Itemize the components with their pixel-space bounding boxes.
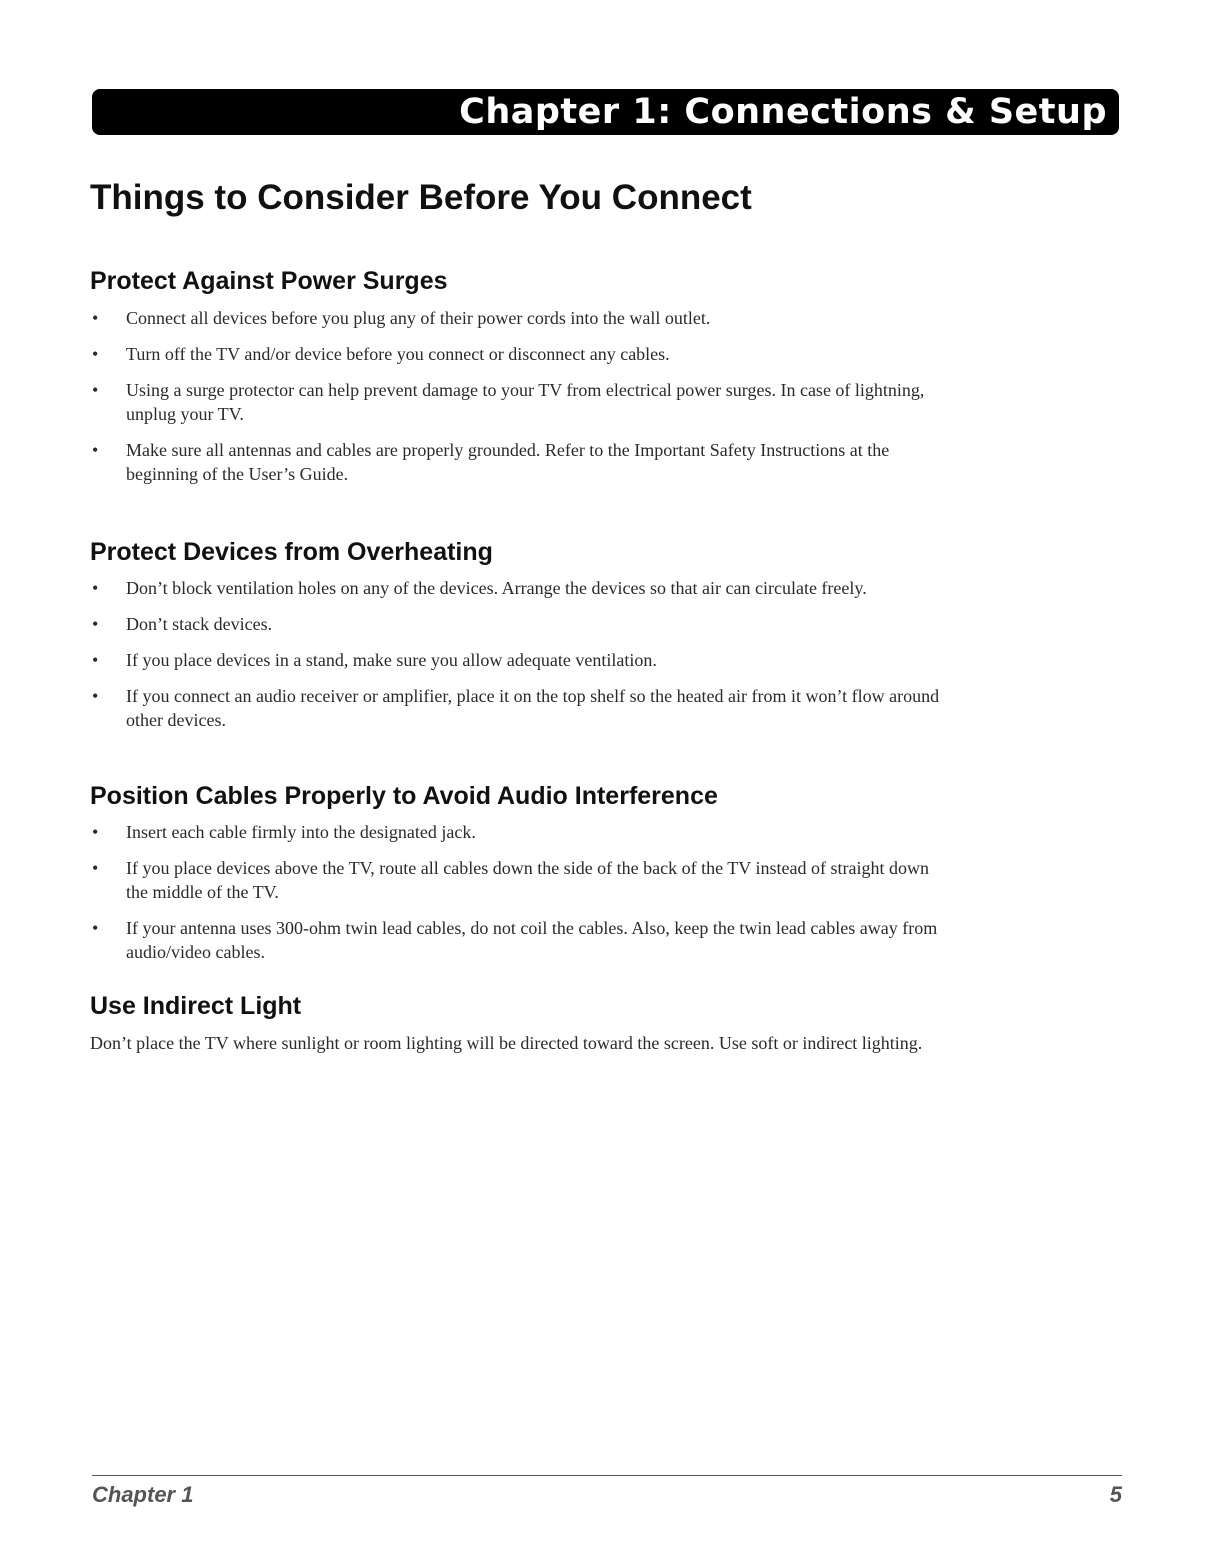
list-item: • Don’t stack devices.	[90, 612, 950, 636]
page-title: Things to Consider Before You Connect	[90, 178, 752, 217]
page-number: 5	[1109, 1482, 1122, 1507]
list-item: • If your antenna uses 300-ohm twin lead cables, do not coil the cables. Also, keep the twin lead cables away from audio/video cables.	[90, 916, 950, 964]
section-heading-indirect-light: Use Indirect Light	[90, 992, 302, 1020]
section-heading-overheating: Protect Devices from Overheating	[90, 538, 493, 566]
list-item: • Don’t block ventilation holes on any of the devices. Arrange the devices so that air can circulate freely.	[90, 576, 950, 600]
list-item: • If you place devices in a stand, make sure you allow adequate ventilation.	[90, 648, 950, 672]
list-item: • Using a surge protector can help prevent damage to your TV from electrical power surges. In case of lightning, unplug your TV.	[90, 378, 950, 426]
bullet-list-cable-position	[90, 820, 950, 964]
footer-divider	[92, 1475, 1122, 1476]
list-item: • Insert each cable firmly into the designated jack.	[90, 820, 950, 844]
indirect-light-paragraph: Don’t place the TV where sunlight or room lighting will be directed toward the screen. Use soft or indirect lighting.	[90, 1033, 923, 1053]
section-heading-cable-position: Position Cables Properly to Avoid Audio Interference	[90, 782, 718, 810]
chapter-title: Chapter 1: Connections & Setup	[459, 91, 1107, 132]
bullet-list-power-surges	[90, 306, 950, 486]
list-item: • Make sure all antennas and cables are properly grounded. Refer to the Important Safety Instructions at the beginning of the User’s Guide.	[90, 438, 950, 486]
section-heading-power-surges: Protect Against Power Surges	[90, 267, 448, 295]
list-item: • If you place devices above the TV, route all cables down the side of the back of the TV instead of straight down the middle of the TV.	[90, 856, 950, 904]
list-item: • If you connect an audio receiver or amplifier, place it on the top shelf so the heated air from it won’t flow around other devices.	[90, 684, 950, 732]
chapter-banner	[92, 89, 1119, 135]
list-item: • Turn off the TV and/or device before you connect or disconnect any cables.	[90, 342, 950, 366]
list-item: • Connect all devices before you plug any of their power cords into the wall outlet.	[90, 306, 950, 330]
footer-chapter-label: Chapter 1	[92, 1482, 194, 1507]
bullet-list-overheating	[90, 576, 950, 732]
